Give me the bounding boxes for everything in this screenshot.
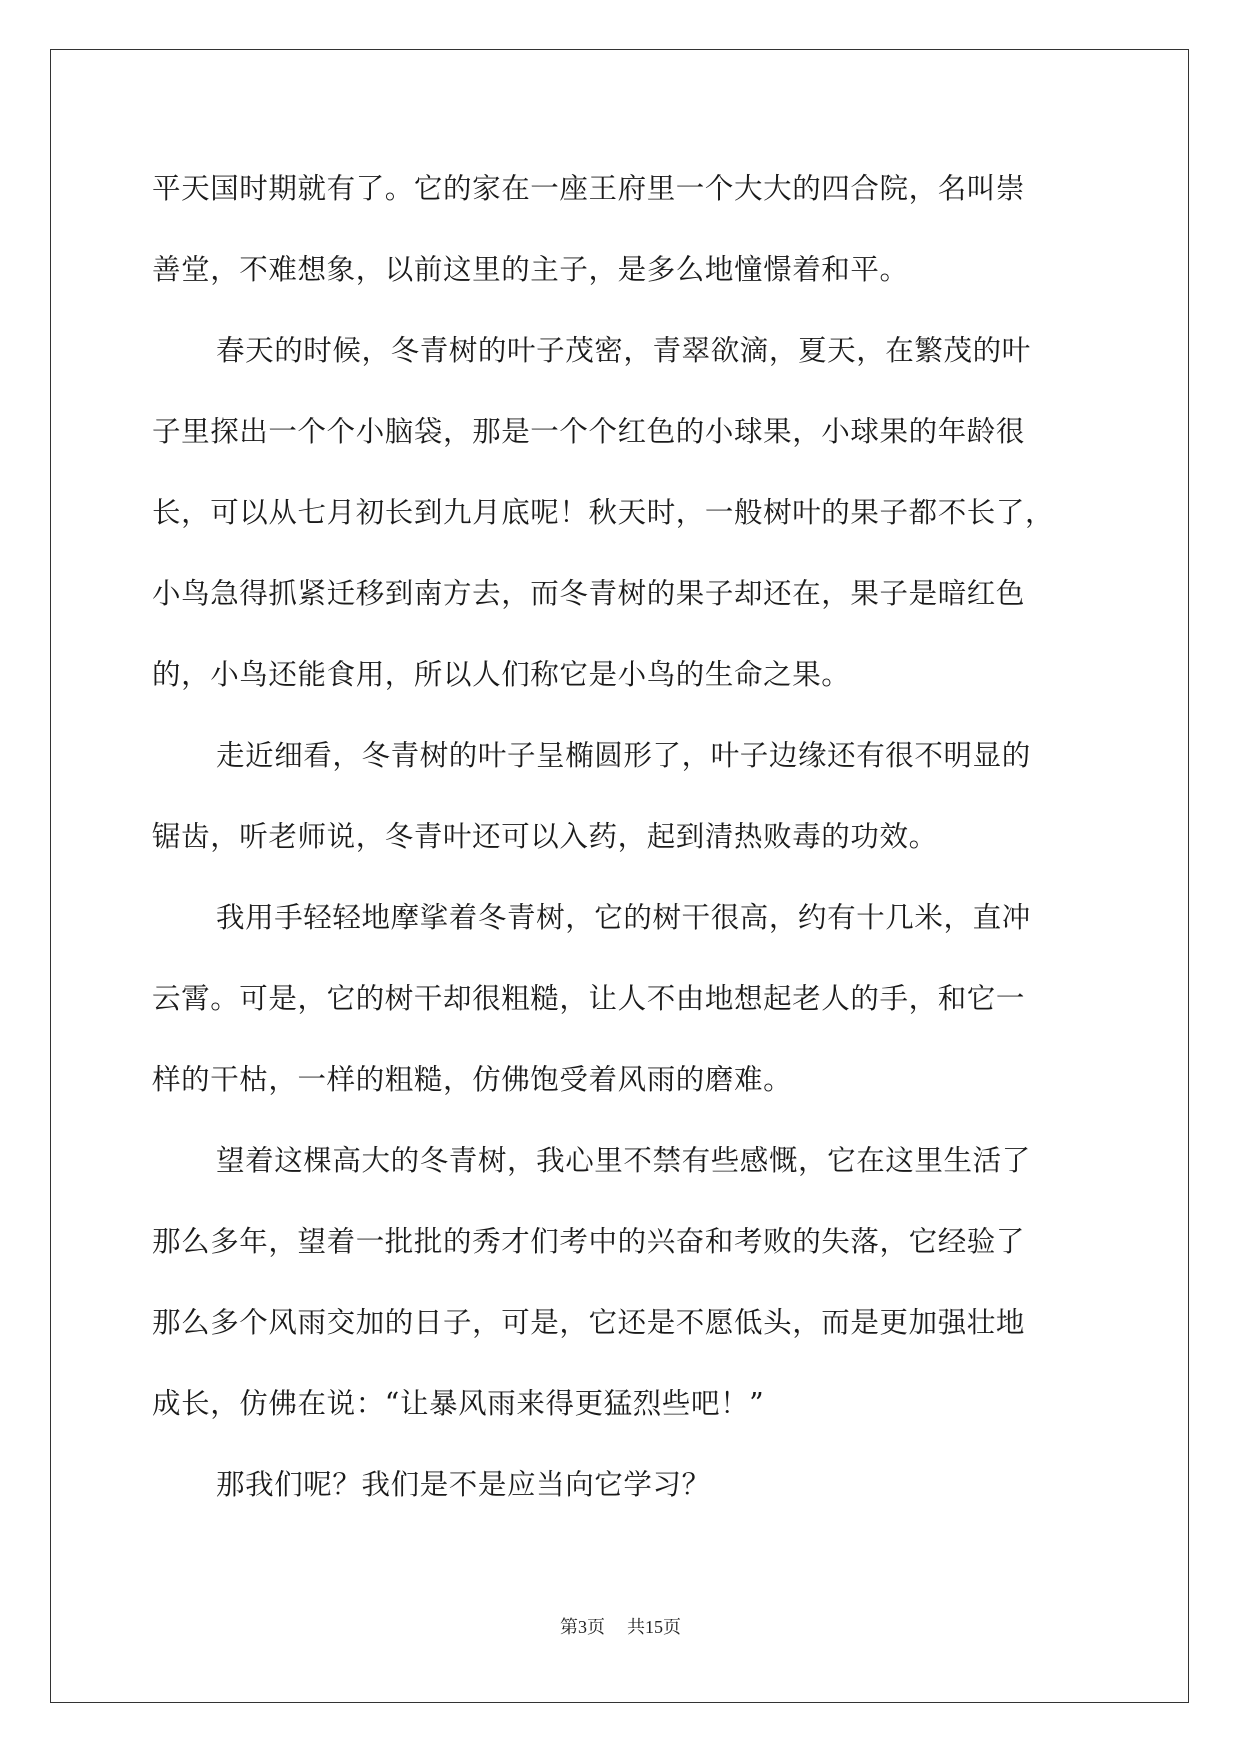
- text-line: 的，小鸟还能食用，所以人们称它是小鸟的生命之果。: [152, 658, 851, 691]
- page-footer: [0, 1613, 1241, 1639]
- text-line: 小鸟急得抓紧迁移到南方去，而冬青树的果子却还在，果子是暗红色: [152, 577, 1026, 610]
- text-line: 样的干枯，一样的粗糙，仿佛饱受着风雨的磨难。: [152, 1063, 793, 1096]
- text-line: 成长，仿佛在说：“让暴风雨来得更猛烈些吧！”: [152, 1387, 765, 1420]
- paragraph-start-line: 我用手轻轻地摩挲着冬青树，它的树干很高，约有十几米，直冲: [216, 901, 1031, 934]
- text-line: 那么多个风雨交加的日子，可是，它还是不愿低头，而是更加强壮地: [152, 1306, 1026, 1339]
- text-line: 云霄。可是，它的树干却很粗糙，让人不由地想起老人的手，和它一: [152, 982, 1026, 1015]
- page-total: 共15页: [627, 1617, 681, 1637]
- text-line: 长，可以从七月初长到九月底呢！秋天时，一般树叶的果子都不长了，: [152, 496, 1055, 529]
- text-line: 子里探出一个个小脑袋，那是一个个红色的小球果，小球果的年龄很: [152, 415, 1026, 448]
- text-line: 善堂，不难想象，以前这里的主子，是多么地憧憬着和平。: [152, 253, 909, 286]
- paragraph-start-line: 春天的时候，冬青树的叶子茂密，青翠欲滴，夏天，在繁茂的叶: [216, 334, 1031, 367]
- text-line: 那么多年，望着一批批的秀才们考中的兴奋和考败的失落，它经验了: [152, 1225, 1026, 1258]
- paragraph-start-line: 望着这棵高大的冬青树，我心里不禁有些感慨，它在这里生活了: [216, 1144, 1031, 1177]
- text-line: 锯齿，听老师说，冬青叶还可以入药，起到清热败毒的功效。: [152, 820, 938, 853]
- paragraph-start-line: 走近细看，冬青树的叶子呈椭圆形了，叶子边缘还有很不明显的: [216, 739, 1031, 772]
- paragraph-start-line: 那我们呢？我们是不是应当向它学习？: [216, 1468, 711, 1501]
- text-line: 平天国时期就有了。它的家在一座王府里一个大大的四合院，名叫崇: [152, 172, 1026, 205]
- document-body: [152, 164, 1087, 1541]
- page-number: 第3页: [560, 1617, 605, 1637]
